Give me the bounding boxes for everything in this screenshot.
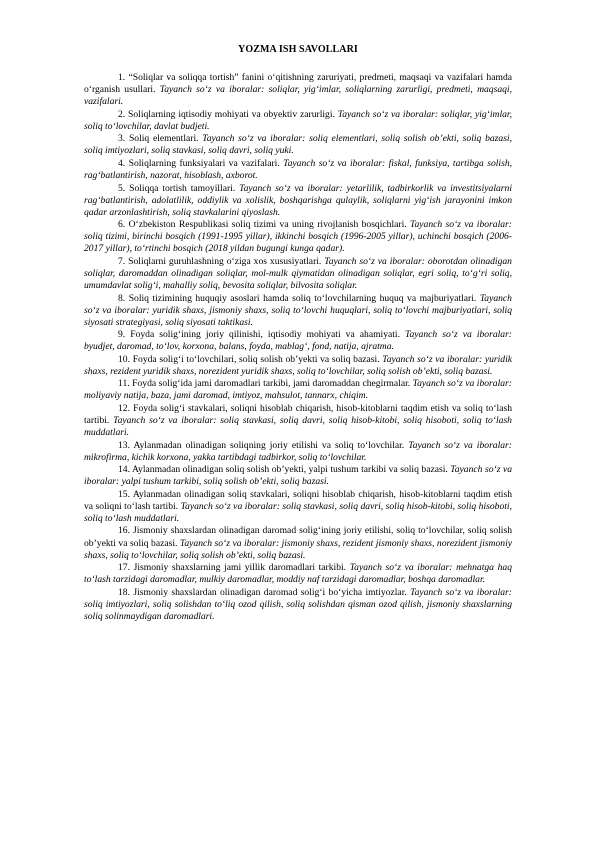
question-number: 10. [118, 353, 130, 365]
question-number: 8. [118, 292, 126, 304]
question-keywords: Tayanch so‘z va iboralar: fiskal, funksiya, tartibga solish, rag‘batlantirish, nazorat, hisoblash, axborot. [84, 157, 513, 182]
question-number: 16. [118, 525, 130, 537]
question-item [84, 403, 512, 439]
question-text: Foyda solig‘ida jami daromadlari tarkibi, jami daromaddan chegirmalar. [132, 378, 411, 390]
question-keywords: Tayanch so‘z va iboralar: soliqlar, yig‘imlar, soliq to‘lovchilar, davlat budjeti. [84, 108, 513, 132]
question-keywords: Tayanch so‘z va iboralar: soliq stavkasi, soliq davri, soliq hisob-kitobi, soliq hisoboti, soliq to‘lash muddatlari. [84, 500, 512, 524]
question-number: 18. [118, 586, 130, 598]
question-list [84, 72, 512, 623]
question-keywords: Tayanch so‘z va iboralar: mehnatga haq to‘lash tarzidagi daromadlar, mulkiy daromadlar, moddiy naf tarzidagi daromadlar, boshqa daromadlar. [84, 562, 512, 586]
question-item [84, 587, 512, 623]
question-item [84, 158, 512, 182]
question-item [84, 72, 512, 108]
question-number: 7. [118, 255, 126, 267]
question-item [84, 489, 512, 525]
question-keywords: Tayanch so‘z va iboralar: soliq tizimi, birinchi bosqich (1991-1995 yillar), ikkinchi bosqich (1996-2005 yillar), uchinchi bosqich (2006-2017 yillar), to‘rtinchi bosqich (2018 yildan bugungi kunga qadar). [84, 219, 512, 255]
question-text: O‘zbekiston Respublikasi soliq tizimi va uning rivojlanish bosqichlari. [128, 219, 407, 231]
question-number: 13. [118, 439, 130, 451]
question-item [84, 133, 512, 157]
question-item [84, 562, 512, 586]
question-item [84, 219, 512, 255]
question-text: Soliq tizimining huquqiy asoslari hamda soliq to‘lovchilarning huquq va majburiyatlari. [128, 292, 477, 304]
question-text: Soliqqa tortish tamoyillari. [129, 182, 236, 194]
question-keywords: Tayanch so‘z va iboralar: soliqlar, yig‘imlar, soliqlarning zarurligi, predmeti, maqsaqi, vazifalari. [84, 84, 512, 108]
question-item [84, 440, 512, 464]
question-number: 11. [118, 378, 130, 390]
question-text: Jismoniy shaxslardan olinadigan daromad solig‘i bo‘yicha imtiyozlar. [133, 586, 407, 598]
question-text: Soliq elementlari. [128, 133, 199, 145]
question-text: Soliqlarning iqtisodiy mohiyati va obyektiv zarurligi. [128, 108, 335, 120]
question-item [84, 464, 512, 488]
question-text: Aylanmadan olinadigan soliq solish ob’yekti, yalpi tushum tarkibi va soliq bazasi. [132, 464, 448, 476]
question-keywords: Tayanch so‘z va iboralar: jismoniy shaxs, rezident jismoniy shaxs, norezident jismoniy shaxs, soliq to‘lovchilar, soliq solish ob’ekti, soliq bazasi. [84, 537, 513, 561]
question-keywords: Tayanch so‘z va iboralar: yalpi tushum tarkibi, soliq solish ob’ekti, soliq bazasi. [84, 464, 512, 488]
question-keywords: Tayanch so‘z va iboralar: byudjet, daromad, to‘lov, korxona, balans, foyda, mablag‘, fond, natija, ajratma. [84, 329, 513, 353]
question-keywords: Tayanch so‘z va iboralar: moliyaviy natija, baza, jami daromad, imtiyoz, mahsulot, tannarx, chiqim. [84, 378, 512, 402]
question-keywords: Tayanch so‘z va iboralar: oborotdan olinadigan soliqlar, daromaddan olinadigan soliqlar, mol-mulk qiymatidan olinadigan soliqlar, egri soliq, to‘g‘ri soliq, umumdavlat solig‘i, mahalliy soliq, bevosita soliqlar, bilvosita soliqlar. [84, 255, 512, 292]
question-keywords: Tayanch so‘z va iboralar: soliq imtiyozlari, soliq solishdan to‘liq ozod qilish, soliq solishdan qisman ozod qilish, jismoniy shaxslarning soliq solinmaydigan daromadlari. [84, 586, 512, 622]
question-item [84, 183, 512, 219]
question-text: Soliqlarni guruhlashning o‘ziga xos xususiyatlari. [128, 255, 322, 267]
question-number: 3. [118, 133, 126, 145]
question-text: Jismoniy shaxslardan olinadigan daromad solig‘ining joriy etilishi, soliq to‘lovchilar, soliq solish ob’yekti va soliq bazasi. [84, 525, 512, 549]
question-number: 14. [118, 464, 130, 476]
page-title: YOZMA ISH SAVOLLARI [238, 44, 358, 55]
question-number: 17. [118, 562, 130, 574]
question-keywords: Tayanch so‘z va iboralar: yuridik shaxs, jismoniy shaxs, soliq to‘lovchi huquqlari, soliq to‘lovchi majburiyatlari, soliq siyosati strategiyasi, soliq siyosati taktikasi. [84, 292, 512, 328]
document-page [84, 44, 512, 623]
question-number: 1. [118, 72, 126, 84]
question-item [84, 329, 512, 353]
question-item [84, 354, 512, 378]
question-item [84, 525, 512, 561]
question-number: 5. [118, 182, 126, 194]
question-number: 2. [118, 108, 126, 120]
question-text: Aylanmadan olinadigan soliq stavkalari, soliqni hisoblab chiqarish, hisob-kitoblarni taqdim etish va soliqni to‘lash tartibi. [84, 488, 512, 512]
question-text: Foyda solig‘ining joriy qilinishi, iqtisodiy mohiyati va ahamiyati. [130, 329, 400, 341]
question-text: “Soliqlar va soliqqa tortish” fanini o‘qitishning zaruriyati, predmeti, maqsaqi va vazifalari hamda o‘rganish usullari. [84, 72, 513, 96]
question-item [84, 378, 512, 402]
question-number: 15. [118, 488, 130, 500]
question-number: 4. [118, 157, 126, 169]
question-text: Soliqlarning funksiyalari va vazifalari. [128, 157, 280, 169]
question-text: Foyda solig‘i to‘lovchilari, soliq solish ob’yekti va soliq bazasi. [132, 353, 380, 365]
question-keywords: Tayanch so‘z va iboralar: mikrofirma, kichik korxona, yakka tartibdagi tadbirkor, soliq to‘lovchilar. [84, 439, 512, 463]
question-keywords: Tayanch so‘z va iboralar: yetarlilik, tadbirkorlik va investitsiyalarni rag‘batlantirish, adolatlilik, oddiylik va xolislik, boshqarishga qulaylik, soliqlarni yig‘ish jarayonini imkon qadar arzonlashtirish, soliq stavkalarini qiyoslash. [84, 182, 513, 218]
question-text: Aylanmadan olinadigan soliqning joriy etilishi va soliq to‘lovchilar. [133, 439, 405, 451]
question-number: 12. [118, 402, 130, 414]
question-item [84, 293, 512, 329]
question-number: 9. [118, 329, 126, 341]
question-keywords: Tayanch so‘z va iboralar: soliq stavkasi, soliq davri, soliq hisob-kitobi, soliq hisoboti, soliq to‘lash muddatlari. [84, 415, 512, 439]
question-text: Foyda solig‘i stavkalari, soliqni hisoblab chiqarish, hisob-kitoblarni taqdim etish va soliq to‘lash tartibi. [84, 402, 512, 427]
question-number: 6. [118, 219, 126, 231]
question-item [84, 256, 512, 292]
question-keywords: Tayanch so‘z va iboralar: yuridik shaxs, rezident yuridik shaxs, norezident yuridik shaxs, soliq to‘lovchilar, soliq solish ob’ekti, soliq bazasi. [84, 353, 512, 377]
question-text: Jismoniy shaxslarning jami yillik daromadlari tarkibi. [133, 562, 347, 574]
question-keywords: Tayanch so‘z va iboralar: soliq elementlari, soliq solish ob’ekti, soliq bazasi, soliq imtiyozlari, soliq stavkasi, soliq davri, soliq yuki. [84, 133, 512, 157]
question-item [84, 109, 512, 133]
